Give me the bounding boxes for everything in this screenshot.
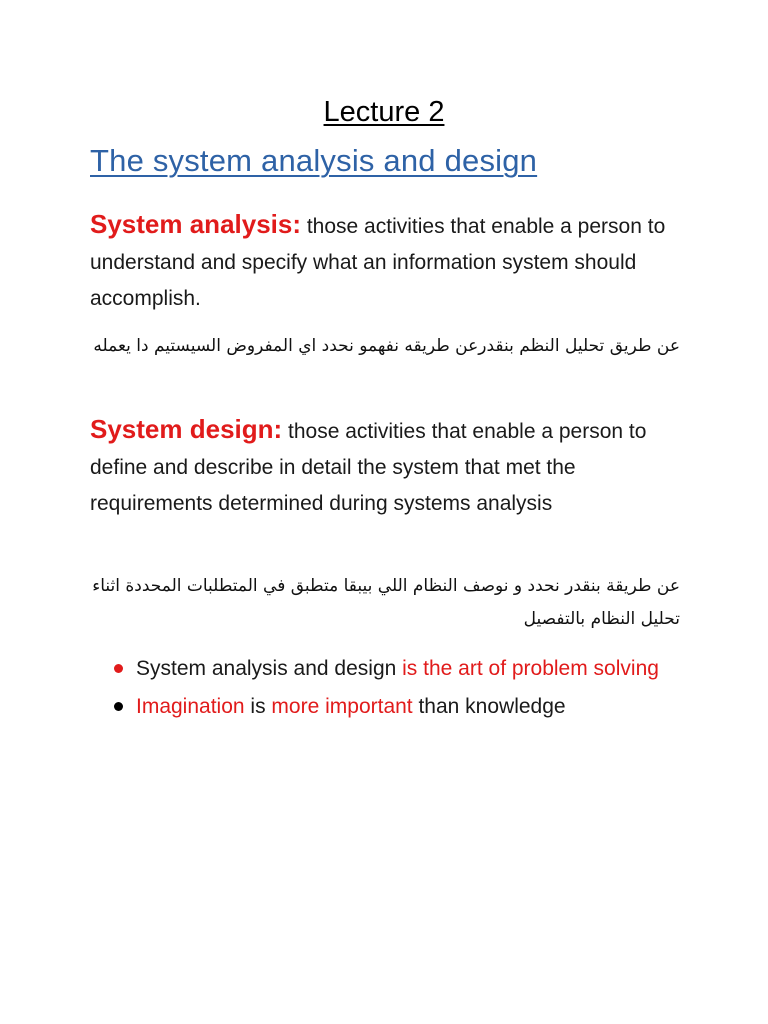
system-analysis-term: System analysis: [90,209,302,239]
list-item [90,688,690,725]
bullet-dot-icon [114,702,123,711]
system-design-paragraph [90,411,690,522]
system-design-definition: those activities that enable a person to define and describe in detail the system that met the requirements determined during systems analysis [90,420,647,515]
section-heading: The system analysis and design [90,143,538,178]
lecture-title: Lecture 2 [323,96,445,128]
bullet-2-plain-than-knowledge: than knowledge [412,695,566,718]
system-analysis-definition: those activities that enable a person to understand and specify what an information system should accomplish. [90,215,666,310]
system-design-term: System design: [90,414,283,444]
bullet-2-plain-is: is [244,695,272,718]
bullet-1-highlight: is the art of problem solving [402,657,659,680]
key-points-list [90,650,690,725]
system-analysis-paragraph [90,206,690,317]
list-item [90,650,690,687]
bullet-2-highlight-imagination: Imagination [136,695,245,718]
system-design-arabic-note: عن طريقة بنقدر نحدد و نوصف النظام اللي بيبقا متطبق في المتطلبات المحددة اثناء تحليل النظام بالتفصيل [92,576,680,629]
bullet-2-highlight-more-important: more important [271,695,413,718]
bullet-dot-icon [114,664,123,673]
system-analysis-arabic-note: عن طريق تحليل النظم بنقدرعن طريقه نفهمو نحدد اي المفروض السيستيم دا يعمله [93,336,680,356]
bullet-1-plain: System analysis and design [136,657,403,680]
